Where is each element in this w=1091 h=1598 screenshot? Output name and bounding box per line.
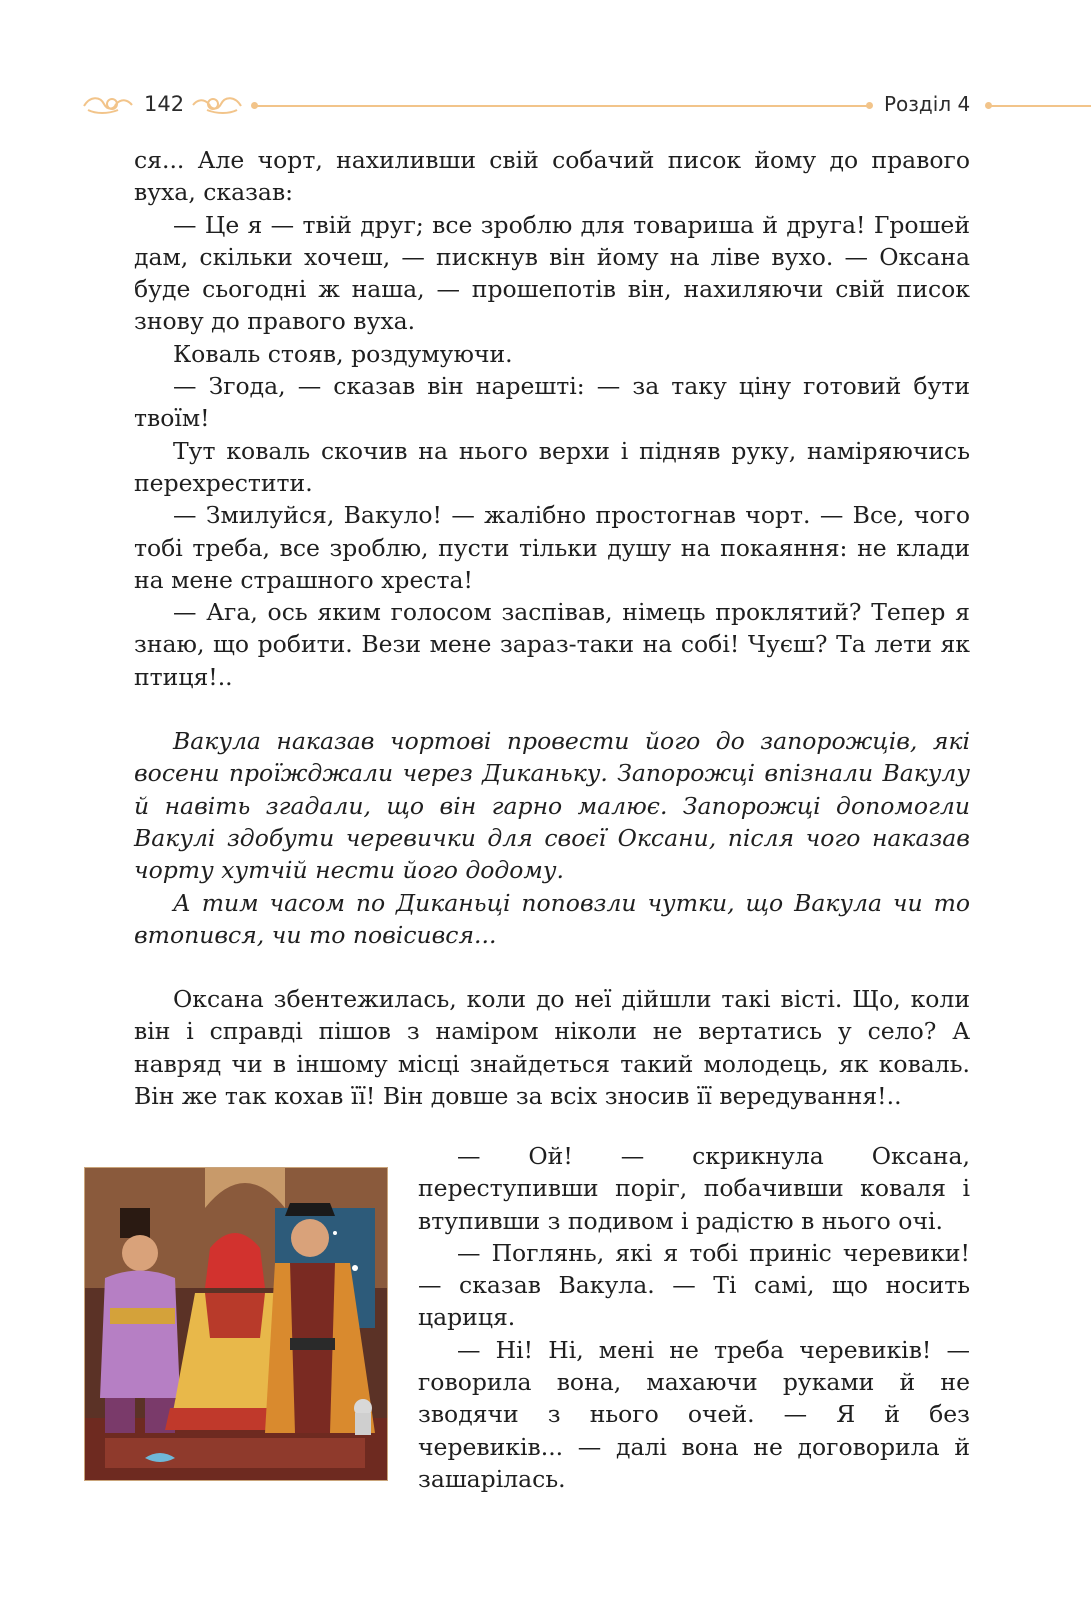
header-rule-end <box>990 105 1091 107</box>
paragraph: ся... Але чорт, нахиливши свій собачий писок йому до правого вуха, сказав: <box>134 146 970 207</box>
page-header <box>0 88 1091 124</box>
paragraph: — Поглянь, які я тобі приніс черевики! — сказав Вакула. — Ті самі, що носить цариця. <box>418 1238 970 1332</box>
paragraph: Тут коваль скочив на нього верхи і підняв руку, наміряючись перехрестити. <box>134 436 970 497</box>
paragraph: — Ага, ось яким голосом заспівав, німець проклятий? Тепер я знаю, що робити. Вези мене зараз-таки на собі! Чуєш? Та лети як птиця!.. <box>134 598 970 691</box>
paragraph: — Згода, — сказав він нарешті: — за таку ціну готовий бути твоїм! <box>134 372 970 433</box>
page-number: 142 <box>144 92 185 116</box>
right-ornament-icon <box>191 92 243 118</box>
summary-paragraph: А тим часом по Диканьці поповзли чутки, що Вакула чи то втопився, чи то повісився... <box>134 888 970 949</box>
rule-dot <box>866 102 873 109</box>
illustration-icon <box>85 1168 388 1481</box>
chapter-label: Розділ 4 <box>884 92 971 116</box>
illustration-image <box>84 1167 388 1481</box>
main-text <box>134 144 970 1112</box>
paragraph: — Ні! Ні, мені не треба черевиків! — говорила вона, махаючи руками й не зводячи з нього очей. — Я й без черевиків... — далі вона не договорила й зашарілась. <box>418 1335 970 1493</box>
left-ornament-icon <box>82 92 134 118</box>
summary-paragraph: Вакула наказав чортові провести його до запорожців, які восени проїжджали через Диканьку. Запорожці впізнали Вакулу й навіть згадали, що він гарно малює. Запорожці допомогли Вакулі здобути черевички для своєї Оксани, після чого наказав чорту хутчій нести його додому. <box>134 727 970 885</box>
paragraph: — Це я — твій друг; все зроблю для товариша й друга! Грошей дам, скільки хочеш, — пискнув він йому на ліве вухо. — Оксана буде сьогодні ж наша, — прошепотів він, нахиляючи свій писок знову до правого вуха. <box>134 210 970 336</box>
paragraph: Оксана збентежилась, коли до неї дійшли такі вісті. Що, коли він і справді пішов з наміром ніколи не вертатись у село? А навряд чи в іншому місці знайдеться такий молодець, як коваль. Він же так кохав її! Він довше за всіх зносив її вередування!.. <box>134 985 970 1111</box>
side-text <box>418 1140 970 1495</box>
paragraph: — Змилуйся, Вакуло! — жалібно простогнав чорт. — Все, чого тобі треба, все зроблю, пусти тільки душу на покаяння: не клади на мене страшного хреста! <box>134 501 970 594</box>
paragraph: — Ой! — скрикнула Оксана, переступивши поріг, побачивши коваля і втупивши з подивом і радістю в нього очі. <box>418 1142 970 1235</box>
header-rule <box>256 105 868 107</box>
paragraph: Коваль стояв, роздумуючи. <box>173 339 513 368</box>
